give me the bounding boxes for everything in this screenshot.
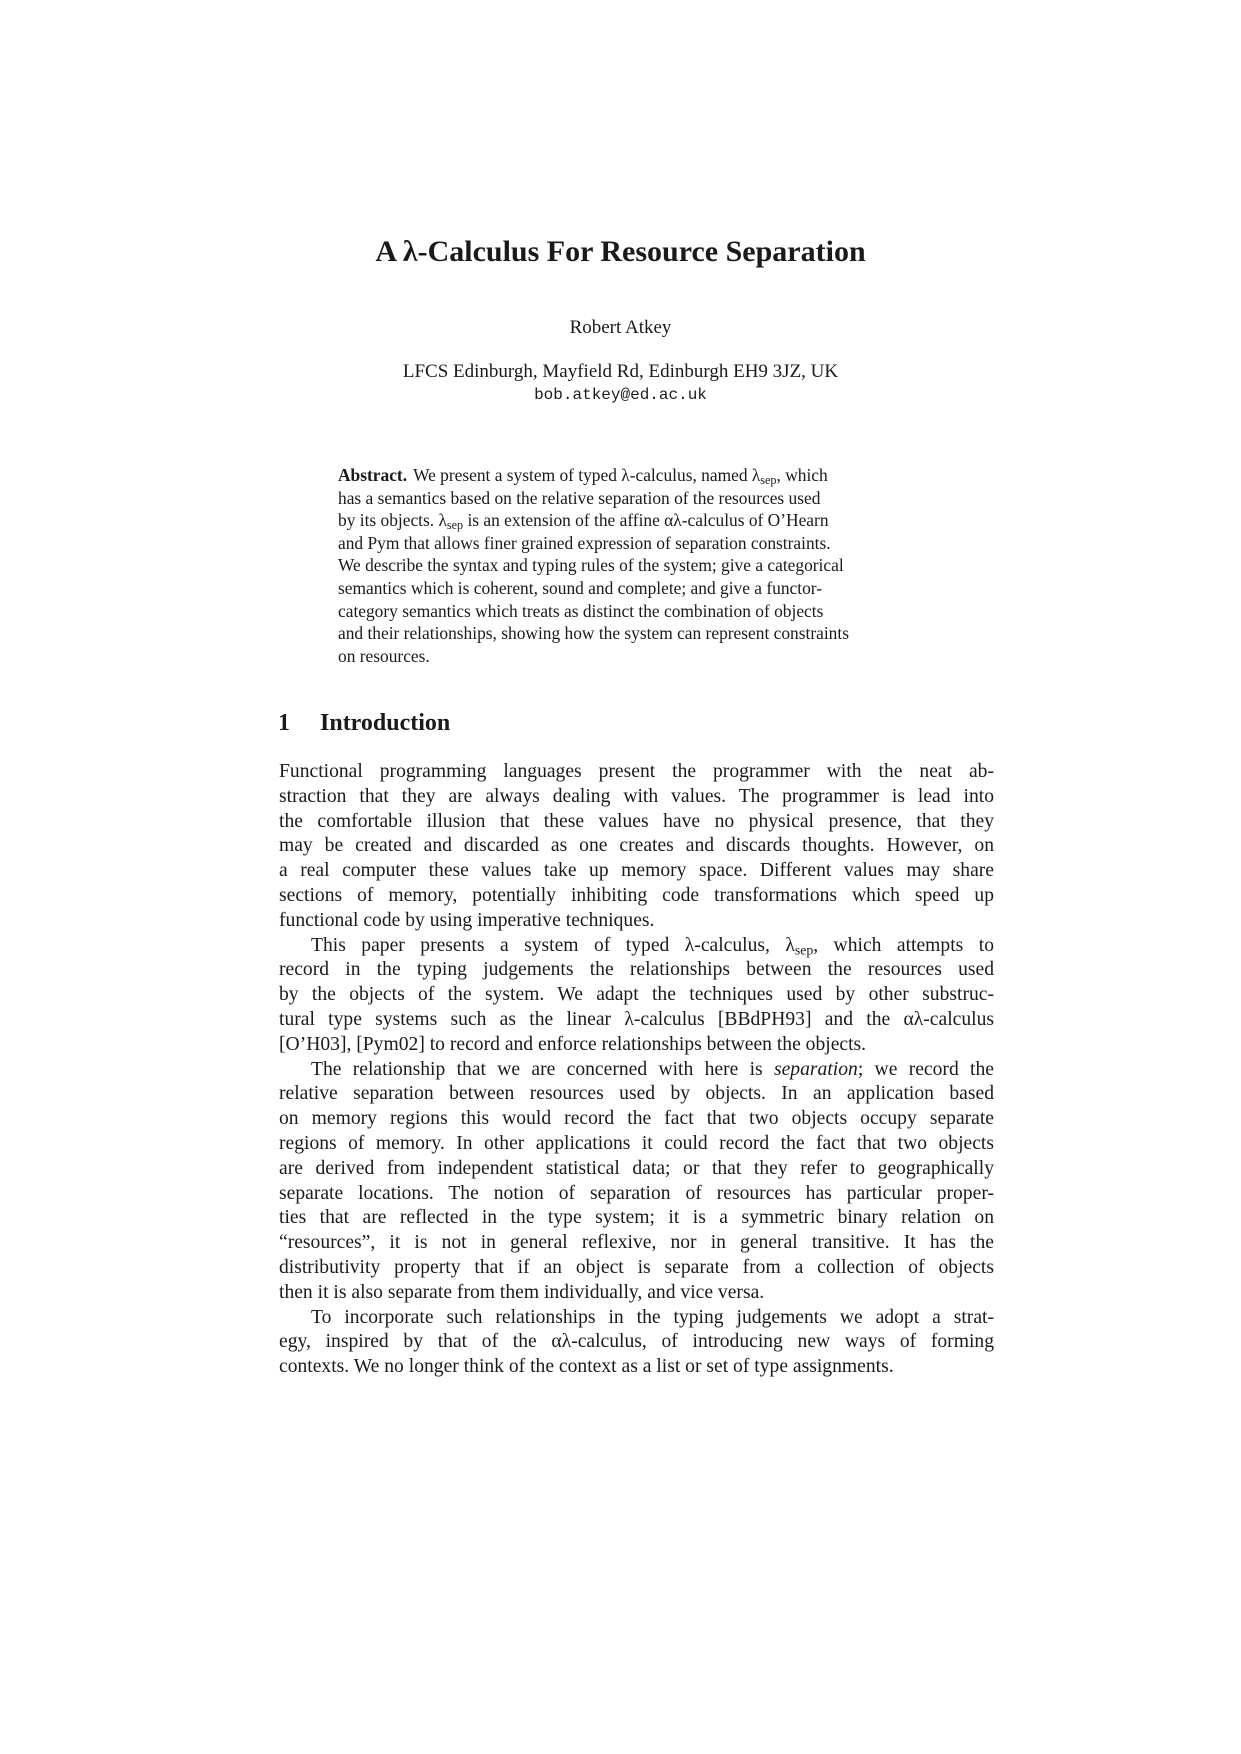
abstract-line: category semantics which treats as distinct the combination of objects <box>338 600 824 621</box>
author-affiliation: LFCS Edinburgh, Mayfield Rd, Edinburgh EH9 3JZ, UK <box>402 361 839 382</box>
body-line: tural type systems such as the linear λ-calculus [BBdPH93] and the αλ-calculus <box>279 1008 994 1030</box>
body-line: Functional programming languages present the programmer with the neat ab- <box>279 761 994 782</box>
body-line: egy, inspired by that of the αλ-calculus, of introducing new ways of forming <box>279 1331 994 1353</box>
body-line: on memory regions this would record the fact that two objects occupy separate <box>279 1108 994 1130</box>
body-line: may be created and discarded as one creates and discards thoughts. However, on <box>279 835 994 857</box>
body-line: [O’H03], [Pym02] to record and enforce relationships between the objects. <box>279 1033 867 1055</box>
body-line: distributivity property that if an object is separate from a collection of objects <box>279 1256 994 1278</box>
author-email: bob.atkey@ed.ac.uk <box>534 386 707 404</box>
abstract-line: semantics which is coherent, sound and complete; and give a functor- <box>338 577 823 598</box>
section-number: 1 <box>278 710 290 736</box>
abstract-line: and their relationships, showing how the system can represent constraints <box>338 623 849 644</box>
body-line: This paper presents a system of typed λ-calculus, $\lambda_{sep}$, which attempts to <box>311 934 994 957</box>
body-text <box>279 760 994 1380</box>
abstract-line: on resources. <box>338 645 430 666</box>
body-line: straction that they are always dealing with values. The programmer is lead into <box>279 785 994 807</box>
body-line: record in the typing judgements the relationships between the resources used <box>279 959 994 981</box>
body-line: To incorporate such relationships in the typing judgements we adopt a strat- <box>311 1306 994 1328</box>
body-line: by the objects of the system. We adapt the techniques used by other substruc- <box>279 984 994 1006</box>
abstract-line: has a semantics based on the relative separation of the resources used <box>338 487 821 508</box>
body-line: separate locations. The notion of separation of resources has particular proper- <box>279 1182 994 1204</box>
body-line: “resources”, it is not in general reflexive, nor in general transitive. It has the <box>279 1232 994 1254</box>
abstract-line: by its objects. $\lambda_{sep}$ is an extension of the affine αλ-calculus of O’Hearn <box>338 510 829 533</box>
section-title: Introduction <box>320 710 451 736</box>
paper-title: A λ-Calculus For Resource Separation <box>375 235 866 268</box>
body-line: the comfortable illusion that these values have no physical presence, that they <box>279 810 994 832</box>
body-line: functional code by using imperative techniques. <box>279 909 655 931</box>
body-line: ties that are reflected in the type system; it is a symmetric binary relation on <box>279 1207 994 1229</box>
body-line: contexts. We no longer think of the context as a list or set of type assignments. <box>279 1356 894 1378</box>
abstract <box>338 464 936 667</box>
section-heading <box>278 708 450 738</box>
abstract-line: and Pym that allows finer grained expression of separation constraints. <box>338 532 831 553</box>
body-line: regions of memory. In other applications it could record the fact that two objects <box>279 1132 994 1154</box>
body-line: a real computer these values take up memory space. Different values may share <box>279 860 994 882</box>
body-line: relative separation between resources used by objects. In an application based <box>279 1083 994 1105</box>
author-name: Robert Atkey <box>569 317 672 338</box>
abstract-label: Abstract. <box>338 465 408 485</box>
body-line: The relationship that we are concerned with here is separation; we record the <box>311 1058 994 1080</box>
body-line: are derived from independent statistical data; or that they refer to geographically <box>279 1157 994 1179</box>
abstract-line <box>338 464 936 487</box>
abstract-text: We present a system of typed λ-calculus, named $\lambda_{sep}$, which <box>413 465 828 488</box>
body-line: then it is also separate from them individually, and vice versa. <box>279 1281 765 1303</box>
abstract-line: We describe the syntax and typing rules of the system; give a categorical <box>338 555 844 576</box>
body-line: sections of memory, potentially inhibiting code transformations which speed up <box>279 884 994 906</box>
